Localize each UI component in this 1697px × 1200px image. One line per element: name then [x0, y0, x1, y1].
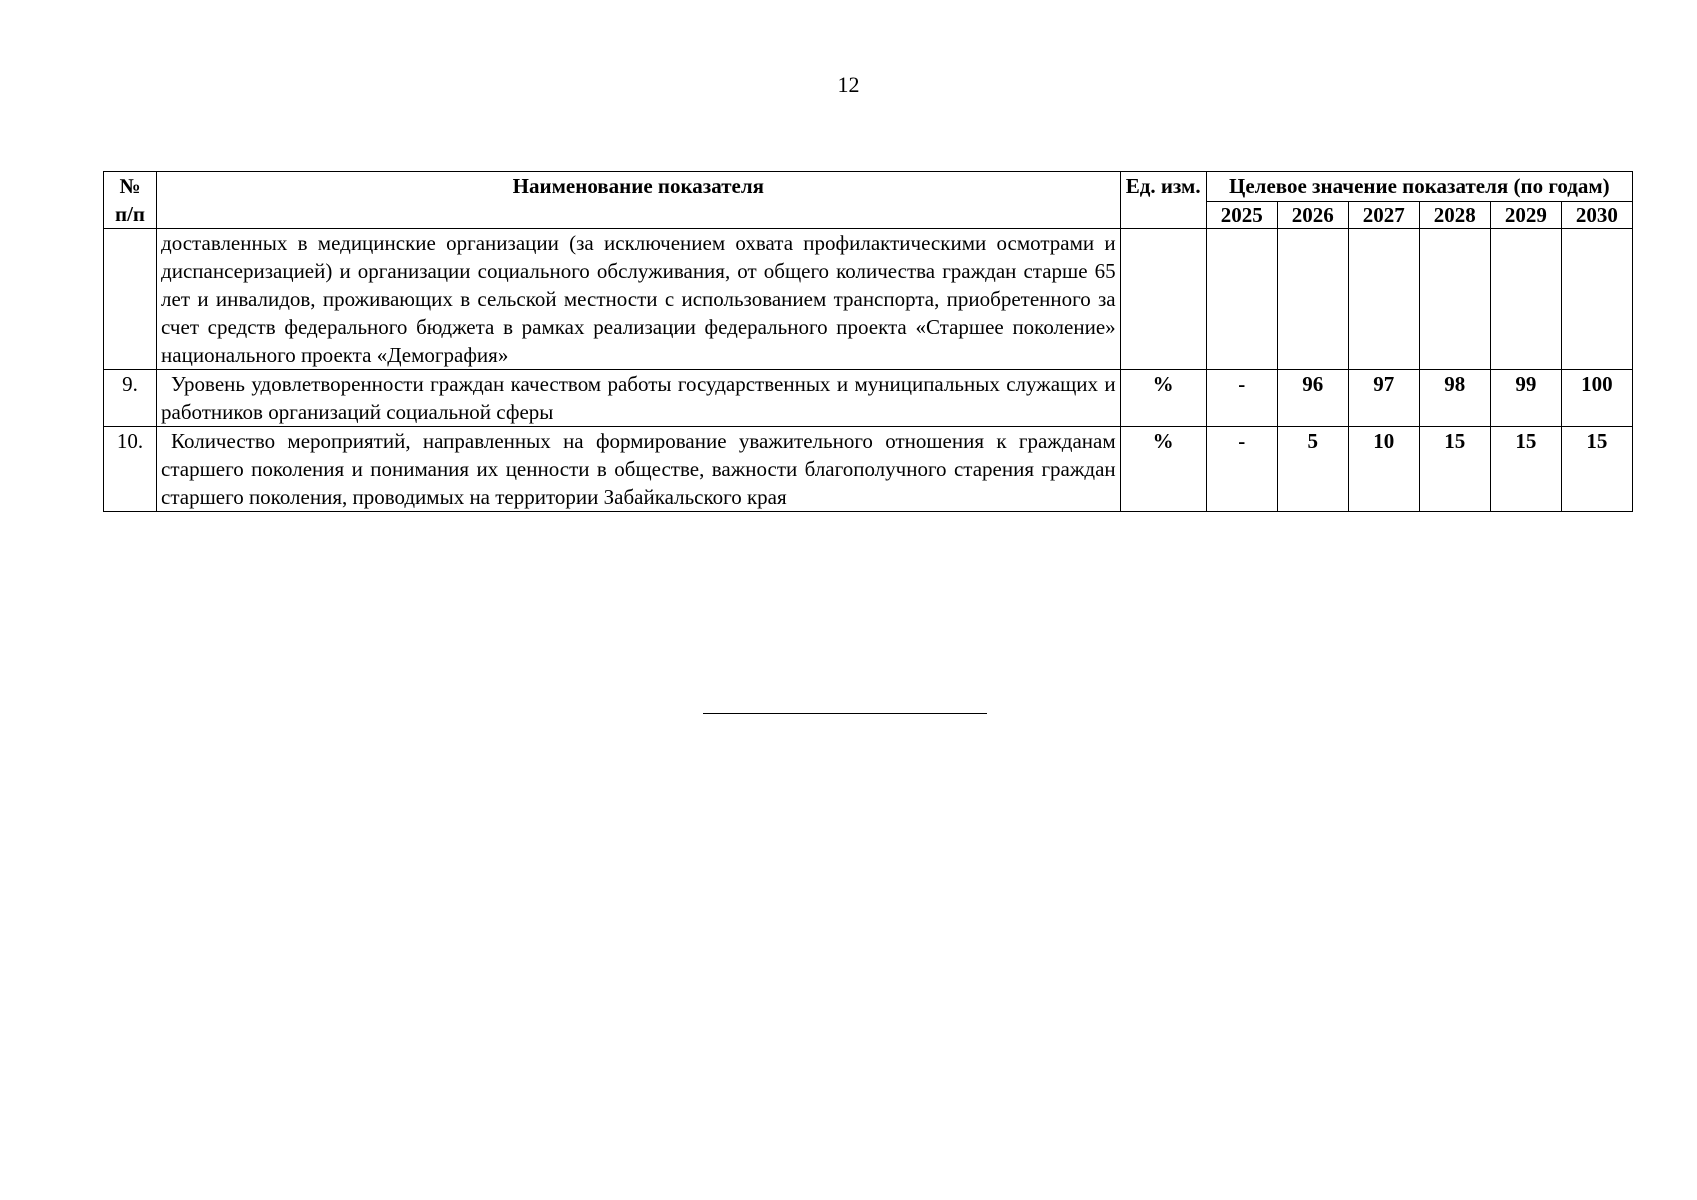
- value-2027: [1348, 229, 1419, 370]
- header-year-2027: 2027: [1348, 201, 1419, 228]
- value-2028: 15: [1419, 427, 1490, 512]
- indicator-unit: %: [1120, 370, 1206, 427]
- value-2030: [1561, 229, 1632, 370]
- indicator-name: Количество мероприятий, направленных на формирование уважительного отношения к гражданам старшего поколения и понимания их ценности в обществе, важности благополучного старения граждан старшего поколения, проводимых на территории Забайкальского края: [157, 427, 1121, 512]
- header-no: № п/п: [104, 172, 157, 229]
- table-header-row: [104, 172, 1633, 202]
- value-2029: 15: [1490, 427, 1561, 512]
- indicator-name: доставленных в медицинские организации (за исключением охвата профилактическими осмотрами и диспансеризацией) и организации социального обслуживания, от общего количества граждан старше 65 лет и инвалидов, проживающих в сельской местности с использованием транспорта, приобретенного за счет средств федерального бюджета в рамках реализации федерального проекта «Старшее поколение» национального проекта «Демография»: [157, 229, 1121, 370]
- header-year-2028: 2028: [1419, 201, 1490, 228]
- row-number: [104, 229, 157, 370]
- value-2026: 5: [1277, 427, 1348, 512]
- row-number: 10.: [104, 427, 157, 512]
- value-2025: [1206, 229, 1277, 370]
- header-unit: Ед. изм.: [1120, 172, 1206, 229]
- value-2025: -: [1206, 370, 1277, 427]
- value-2030: 15: [1561, 427, 1632, 512]
- value-2029: [1490, 229, 1561, 370]
- header-year-2026: 2026: [1277, 201, 1348, 228]
- table-row: [104, 370, 1633, 427]
- value-2026: 96: [1277, 370, 1348, 427]
- value-2026: [1277, 229, 1348, 370]
- table-row: [104, 229, 1633, 370]
- indicator-name: Уровень удовлетворенности граждан качеством работы государственных и муниципальных служащих и работников организаций социальной сферы: [157, 370, 1121, 427]
- table-row: [104, 427, 1633, 512]
- indicators-table: [103, 171, 1633, 512]
- indicator-unit: %: [1120, 427, 1206, 512]
- header-year-2025: 2025: [1206, 201, 1277, 228]
- header-year-2029: 2029: [1490, 201, 1561, 228]
- header-year-2030: 2030: [1561, 201, 1632, 228]
- end-separator-line: [703, 713, 987, 714]
- value-2025: -: [1206, 427, 1277, 512]
- value-2030: 100: [1561, 370, 1632, 427]
- row-number: 9.: [104, 370, 157, 427]
- value-2028: 98: [1419, 370, 1490, 427]
- indicator-unit: [1120, 229, 1206, 370]
- header-target: Целевое значение показателя (по годам): [1206, 172, 1632, 202]
- header-name: Наименование показателя: [157, 172, 1121, 229]
- value-2029: 99: [1490, 370, 1561, 427]
- value-2027: 97: [1348, 370, 1419, 427]
- value-2028: [1419, 229, 1490, 370]
- value-2027: 10: [1348, 427, 1419, 512]
- page-number: 12: [837, 72, 860, 97]
